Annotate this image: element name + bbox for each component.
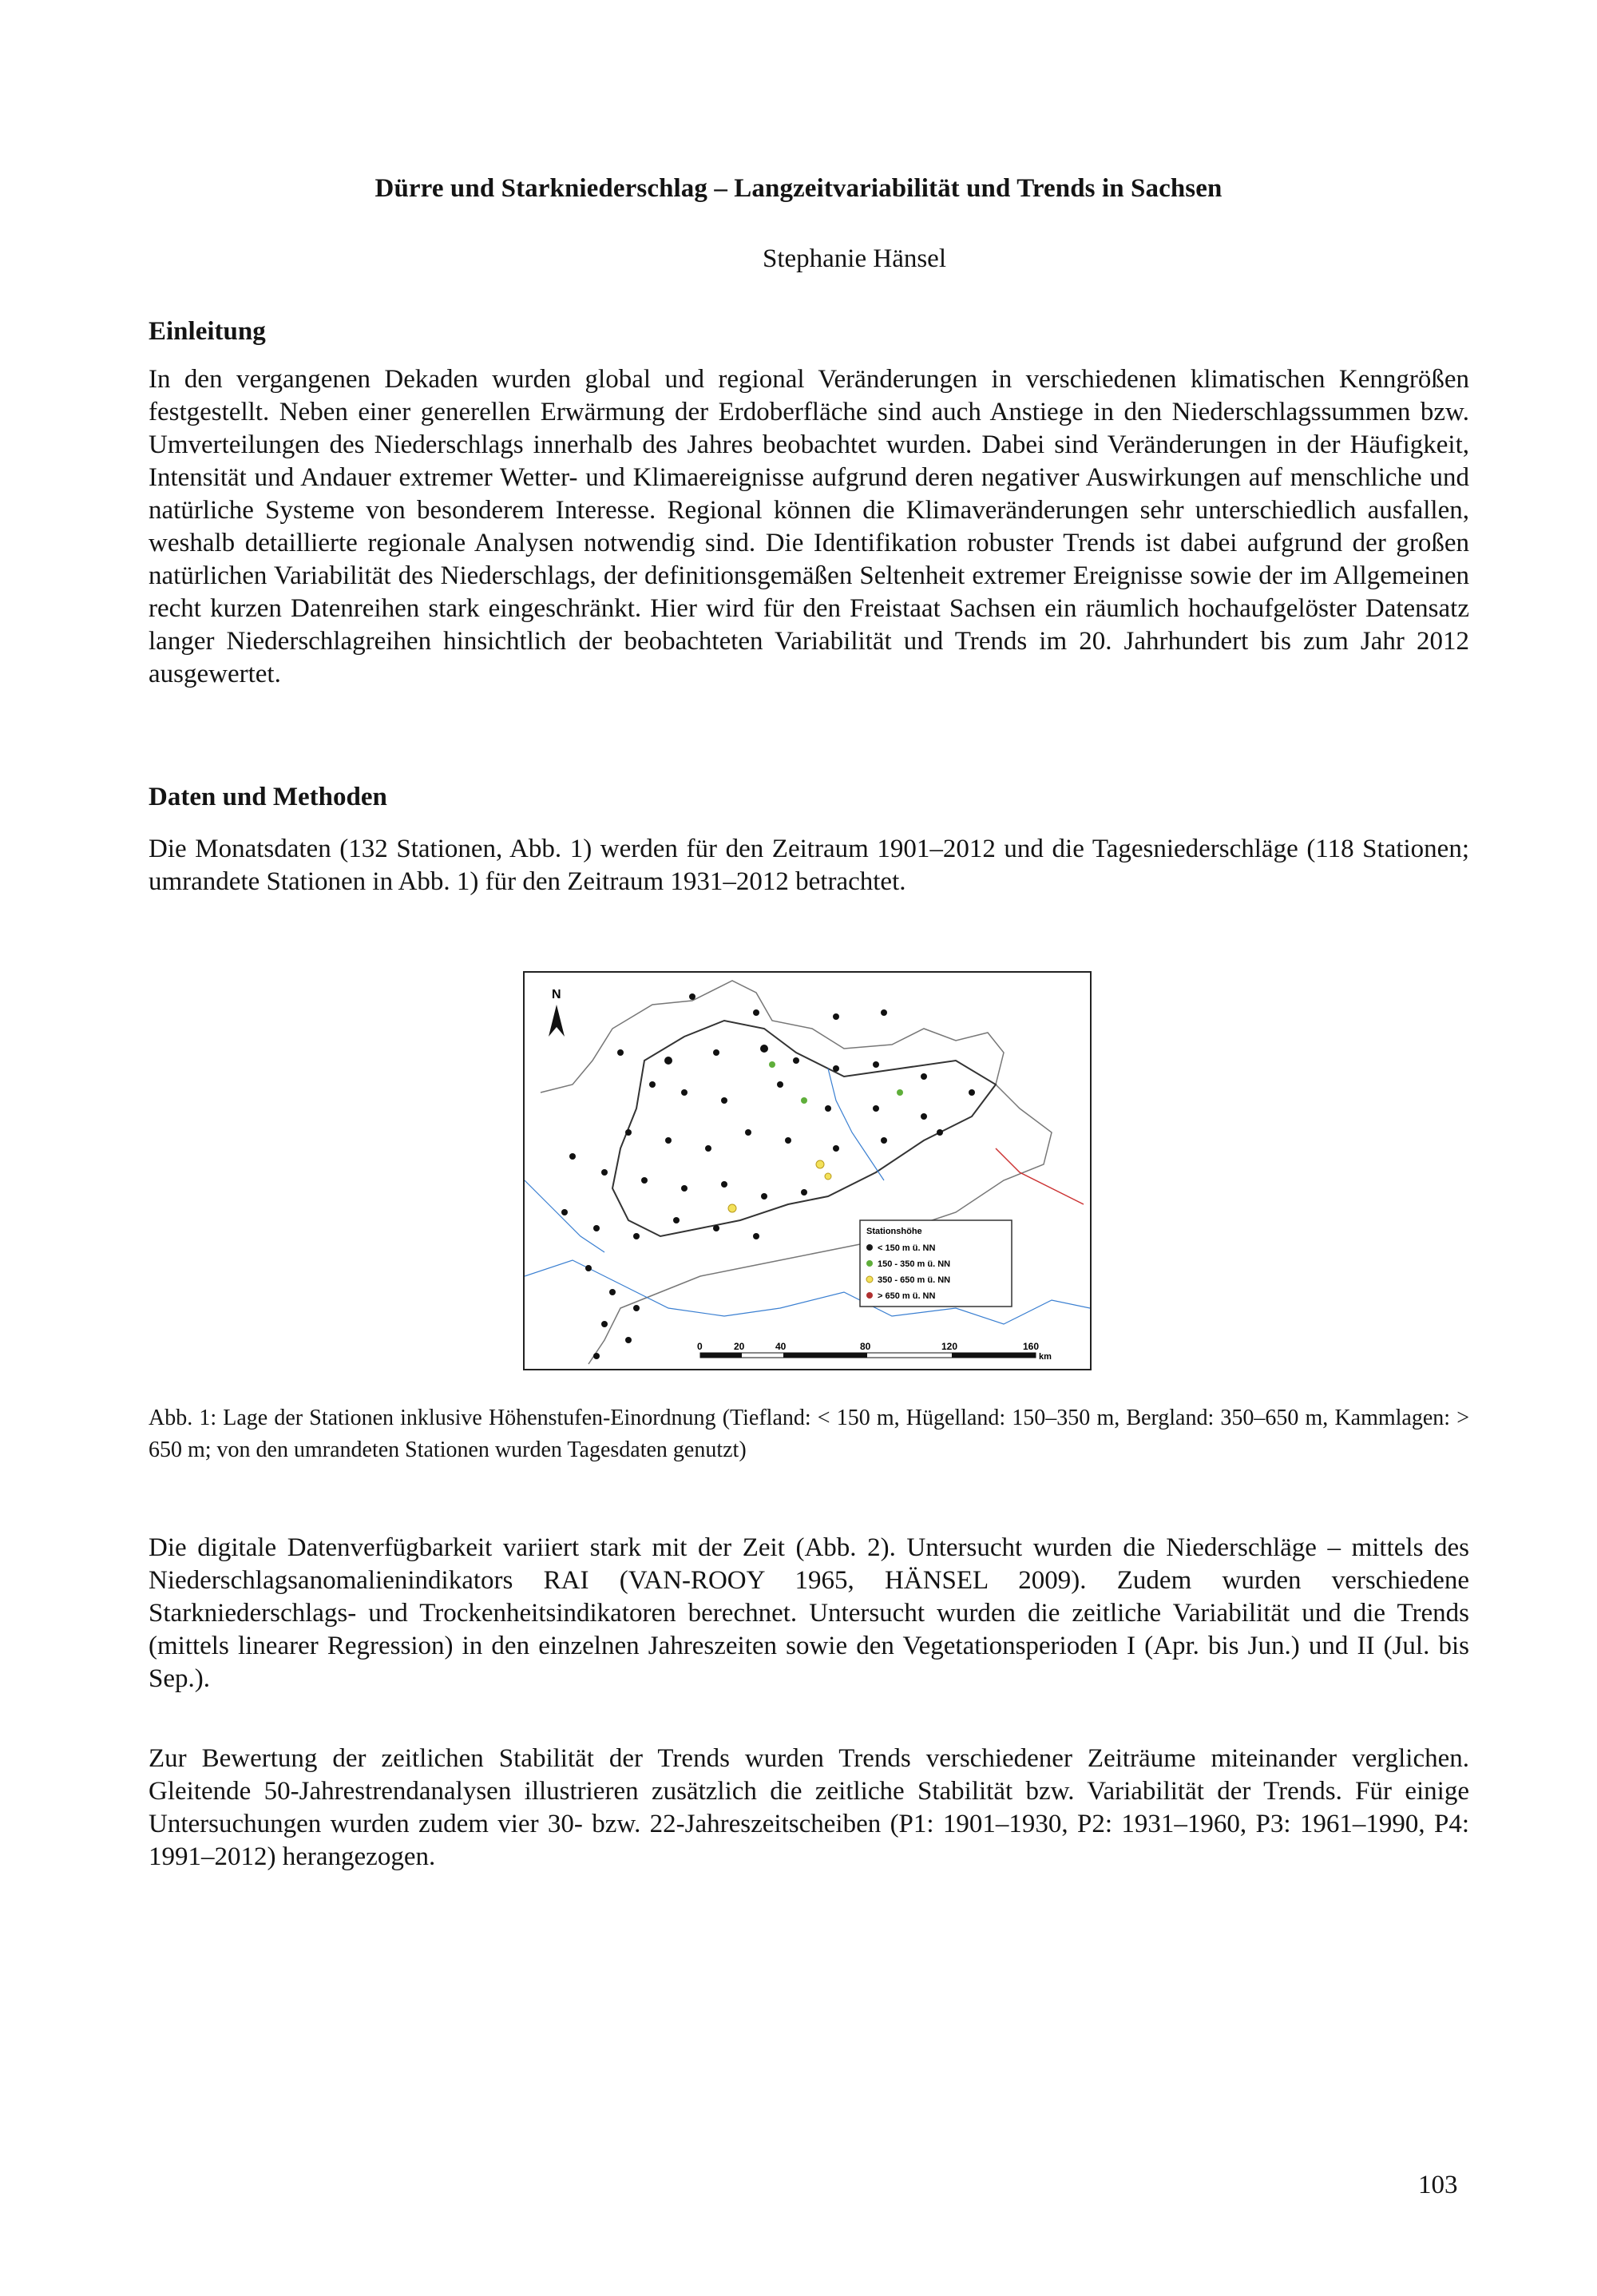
scale-tick-160: 160 (1023, 1341, 1040, 1352)
methods-paragraph-3: Zur Bewertung der zeitlichen Stabilität der Trends wurden Trends verschiedener Zeiträume miteinander verglichen. Gleitende 50-Jahrestrendanalysen illustrieren zusätzlich die zeitliche Stabilität bzw. Variabilität der Trends. Für einige Untersuchungen wurden zudem vier 30- bzw. 22-Jahreszeitscheiben (P1: 1901–1930, P2: 1931–1960, P3: 1961–1990, P4: 1991–2012) herangezogen. (149, 1744, 1469, 1871)
scale-tick-40: 40 (775, 1341, 787, 1352)
scale-tick-20: 20 (734, 1341, 745, 1352)
river-elbe (828, 1069, 884, 1180)
legend-marker-mountains (866, 1276, 873, 1283)
author-name: Stephanie Hänsel (762, 244, 947, 273)
scale-tick-80: 80 (860, 1341, 871, 1352)
methods-paragraph-1: Die Monatsdaten (132 Stationen, Abb. 1) werden für den Zeitraum 1901–2012 und die Tagesniederschläge (118 Stationen; umrandete Stationen in Abb. 1) für den Zeitraum 1931–2012 betrachtet. (149, 835, 1469, 896)
legend-label-mountains: 350 - 650 m ü. NN (878, 1275, 951, 1285)
intro-paragraph: In den vergangenen Dekaden wurden global und regional Veränderungen in verschiedenen klimatischen Kenngrößen festgestellt. Neben einer generellen Erwärmung der Erdoberfläche sind auch Anstiege in den Niederschlagssummen bzw. Umverteilungen des Niederschlags innerhalb des Jahres beobachtet wurden. Dabei sind Veränderungen in der Häufigkeit, Intensität und Andauer extremer Wetter- und Klimaereignisse aufgrund deren negativer Auswirkungen auf menschliche und natürliche Systeme von besonderem Interesse. Regional können die Klimaveränderungen sehr unterschiedlich ausfallen, weshalb detaillierte regionale Analysen notwendig sind. Die Identifikation robuster Trends ist dabei aufgrund der großen natürlichen Variabilität des Niederschlags, der definitionsgemäßen Seltenheit extremer Ereignisse sowie der im Allgemeinen recht kurzen Datenreihen stark eingeschränkt. Hier wird für den Freistaat Sachsen ein räumlich hochaufgelöster Datensatz langer Niederschlagreihen hinsichtlich der beobachteten Variabilität und Trends im 20. Jahrhundert bis zum Jahr 2012 ausgewertet. (149, 365, 1469, 688)
border-line-poland (996, 1148, 1084, 1204)
river-west (525, 1180, 604, 1252)
station-map-figure (523, 971, 1092, 1370)
page-number: 103 (1418, 2171, 1458, 2199)
legend-label-lowland: < 150 m ü. NN (878, 1243, 936, 1253)
figure-caption: Abb. 1: Lage der Stationen inklusive Höhenstufen-Einordnung (Tiefland: < 150 m, Hügelland: 150–350 m, Bergland: 350–650 m, Kammlagen: > 650 m; von den umrandeten Stationen wurden Tagesdaten genutzt) (149, 1406, 1469, 1462)
scale-tick-120: 120 (941, 1341, 958, 1352)
north-label: N (552, 988, 561, 1001)
map-legend (860, 1220, 1012, 1307)
methods-paragraph-2: Die digitale Datenverfügbarkeit variiert stark mit der Zeit (Abb. 2). Untersucht wurden die Niederschläge – mittels des Niederschlagsanomalienindikators RAI (VAN-ROOY 1965, HÄNSEL 2009). Zudem wurden verschiedene Starkniederschlags- und Trockenheitsindikatoren berechnet. Untersucht wurden die zeitliche Variabilität und die Trends (mittels linearer Regression) in den einzelnen Jahreszeiten sowie den Vegetationsperioden I (Apr. bis Jun.) und II (Jul. bis Sep.). (149, 1533, 1469, 1693)
legend-marker-lowland (866, 1244, 873, 1251)
scale-unit: km (1039, 1352, 1052, 1362)
north-arrow-icon (549, 1005, 565, 1037)
heading-einleitung: Einleitung (149, 317, 266, 346)
station-markers-mountains (728, 1160, 831, 1212)
legend-title: Stationshöhe (866, 1227, 922, 1236)
scale-tick-0: 0 (697, 1341, 703, 1352)
legend-marker-hills (866, 1260, 873, 1267)
page-title: Dürre und Starkniederschlag – Langzeitvariabilität und Trends in Sachsen (374, 174, 1223, 203)
heading-daten-methoden: Daten und Methoden (149, 783, 387, 811)
scale-bar (697, 1341, 1052, 1362)
legend-label-ridges: > 650 m ü. NN (878, 1291, 936, 1301)
saxony-border (612, 1021, 996, 1236)
station-map (525, 973, 1090, 1369)
legend-marker-ridges (866, 1292, 873, 1299)
legend-label-hills: 150 - 350 m ü. NN (878, 1259, 951, 1269)
